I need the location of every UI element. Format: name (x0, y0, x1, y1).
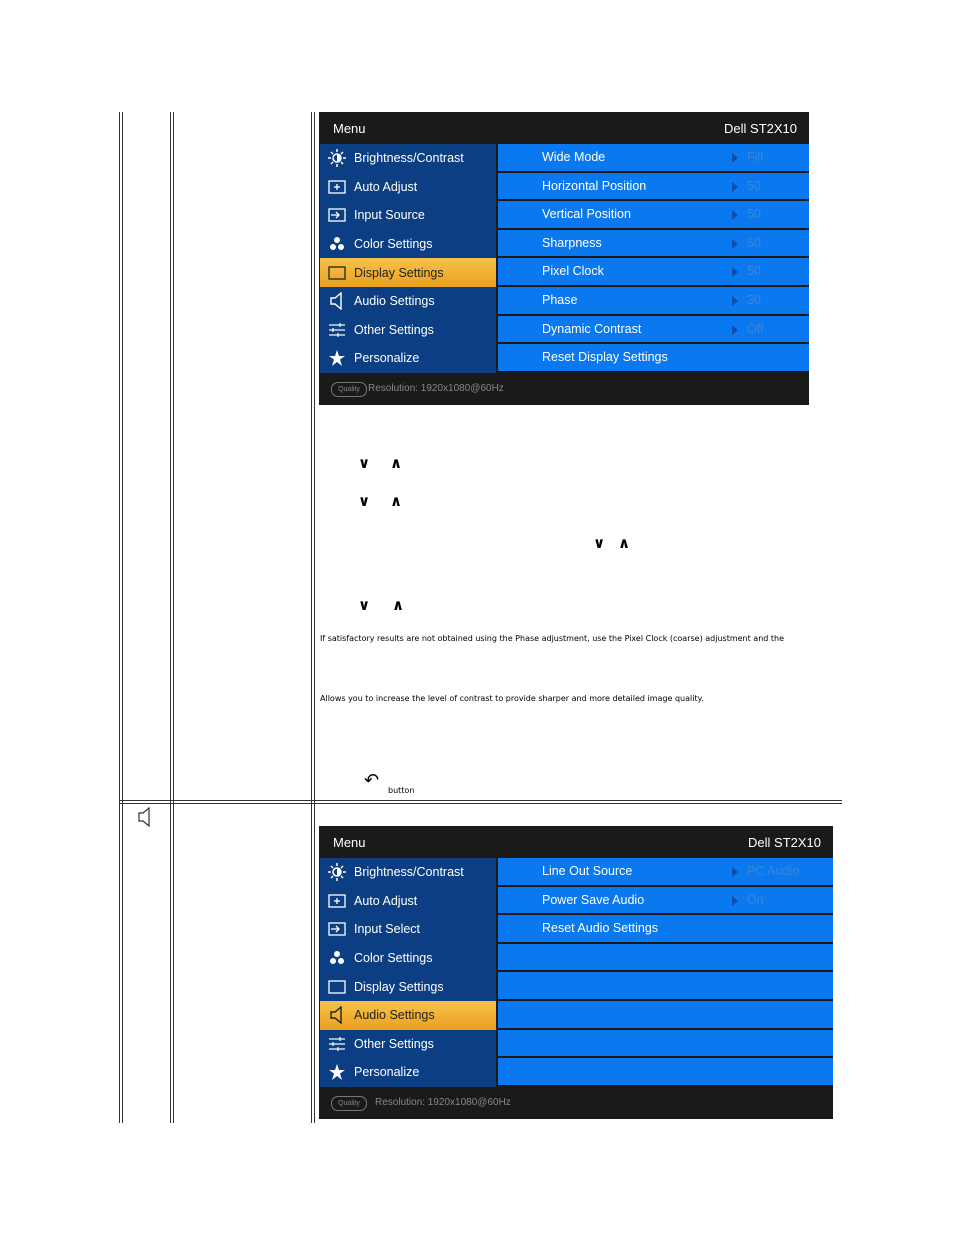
osd-menu-item-audio-settings[interactable] (320, 1001, 496, 1030)
osd-submenu-item-phase[interactable] (498, 287, 809, 316)
osd-submenu-empty-row (498, 972, 833, 1001)
osd-submenu-item-wide-mode[interactable] (498, 144, 809, 173)
up-arrow-icon: ∧ (390, 492, 403, 510)
osd-submenu-item-value: On (747, 892, 764, 907)
osd-submenu-item-value: 50 (747, 264, 761, 279)
osd-menu-title: Menu (333, 835, 366, 850)
osd-menu-item-label: Personalize (354, 1065, 420, 1080)
osd-menu-item-brightness-contrast[interactable] (320, 858, 496, 887)
dynamic-contrast-note: Allows you to increase the level of contrast to provide sharper and more detailed image quality. (320, 694, 704, 703)
osd-submenu-item-sharpness[interactable] (498, 230, 809, 259)
osd-submenu-item-line-out-source[interactable] (498, 858, 833, 887)
osd-submenu-item-label: Line Out Source (542, 864, 633, 878)
auto-adjust-icon (320, 894, 354, 908)
osd-submenu-item-label: Dynamic Contrast (542, 321, 642, 336)
osd-submenu-item-reset-audio-settings[interactable] (498, 915, 833, 944)
other-settings-icon (320, 1037, 354, 1051)
table-border-left-2 (122, 112, 123, 1123)
osd-menu-item-brightness-contrast[interactable] (320, 144, 496, 173)
osd-menu-item-display-settings[interactable] (320, 972, 496, 1001)
input-source-icon (320, 208, 354, 222)
osd-submenu-item-value: 50 (747, 178, 761, 193)
osd-submenu-item-label: Reset Display Settings (542, 350, 668, 365)
osd-display-settings-menu (319, 112, 809, 405)
osd-menu-item-audio-settings[interactable] (320, 287, 496, 316)
back-icon: ↶ (364, 770, 380, 791)
table-border-col2-1 (170, 112, 171, 1123)
osd-menu-title: Menu (333, 121, 366, 136)
osd-header (319, 112, 809, 144)
osd-menu-item-label: Display Settings (354, 979, 444, 994)
osd-submenu-empty-row (498, 1001, 833, 1030)
osd-menu-item-label: Audio Settings (354, 294, 435, 309)
brightness-icon (320, 863, 354, 881)
down-arrow-icon: ∨ (358, 492, 371, 510)
osd-submenu-item-label: Wide Mode (542, 150, 606, 164)
osd-resolution: Resolution: 1920x1080@60Hz (375, 1097, 511, 1108)
osd-model-name: Dell ST2X10 (724, 121, 797, 136)
osd-submenu-empty-row (498, 1058, 833, 1087)
osd-submenu-item-power-save-audio[interactable] (498, 887, 833, 916)
osd-submenu-item-label: Horizontal Position (542, 178, 647, 193)
audio-speaker-icon (137, 807, 155, 827)
chevron-right-icon (732, 296, 738, 306)
table-border-col3-1 (311, 112, 312, 1123)
osd-submenu-item-label: Power Save Audio (542, 892, 645, 907)
down-arrow-icon: ∨ (593, 534, 606, 552)
osd-main-menu (320, 858, 496, 1087)
osd-submenu-item-value: 30 (747, 292, 761, 307)
osd-submenu-item-value: Off (747, 321, 764, 336)
osd-menu-item-label: Display Settings (354, 265, 444, 280)
table-border-col3-2 (314, 112, 315, 1123)
osd-menu-item-label: Color Settings (354, 951, 433, 966)
osd-submenu-item-value: Fill (747, 150, 763, 164)
brightness-icon (320, 149, 354, 167)
osd-submenu-item-label: Pixel Clock (542, 264, 604, 279)
osd-submenu-item-value: 50 (747, 207, 761, 222)
input-select-icon (320, 922, 354, 936)
chevron-right-icon (732, 867, 738, 877)
row-divider-2 (119, 803, 842, 804)
display-settings-icon (320, 266, 354, 280)
audio-settings-icon (320, 292, 354, 310)
osd-menu-item-label: Audio Settings (354, 1008, 435, 1023)
table-border-left-1 (119, 112, 120, 1123)
osd-submenu-item-label: Vertical Position (542, 207, 631, 222)
osd-submenu-item-dynamic-contrast[interactable] (498, 316, 809, 345)
chevron-right-icon (732, 267, 738, 277)
osd-menu-item-auto-adjust[interactable] (320, 887, 496, 916)
osd-model-name: Dell ST2X10 (748, 835, 821, 850)
chevron-right-icon (732, 182, 738, 192)
osd-submenu-empty-row (498, 1030, 833, 1059)
down-arrow-icon: ∨ (358, 454, 371, 472)
osd-submenu-item-pixel-clock[interactable] (498, 258, 809, 287)
osd-menu-item-label: Other Settings (354, 322, 434, 337)
osd-header (319, 826, 833, 858)
osd-submenu-empty-row (498, 944, 833, 973)
osd-menu-item-color-settings[interactable] (320, 230, 496, 259)
osd-menu-item-color-settings[interactable] (320, 944, 496, 973)
osd-menu-item-personalize[interactable] (320, 1058, 496, 1087)
personalize-icon (320, 1064, 354, 1080)
up-arrow-icon: ∧ (618, 534, 631, 552)
osd-menu-item-label: Input Source (354, 208, 425, 223)
color-settings-icon (320, 236, 354, 252)
osd-main-menu (320, 144, 496, 373)
chevron-right-icon (732, 325, 738, 335)
auto-adjust-icon (320, 180, 354, 194)
osd-submenu-item-vertical-position[interactable] (498, 201, 809, 230)
osd-menu-item-label: Auto Adjust (354, 179, 418, 194)
osd-menu-item-other-settings[interactable] (320, 316, 496, 345)
display-settings-icon (320, 980, 354, 994)
osd-resolution: Resolution: 1920x1080@60Hz (368, 383, 504, 394)
quality-logo-icon: Quality (331, 382, 367, 397)
osd-footer (319, 1087, 833, 1119)
osd-menu-item-label: Auto Adjust (354, 893, 418, 908)
osd-submenu-item-value: 50 (747, 235, 761, 250)
osd-footer (319, 373, 809, 405)
osd-submenu-item-reset-display-settings[interactable] (498, 344, 809, 373)
osd-menu-item-label: Brightness/Contrast (354, 151, 464, 166)
osd-menu-item-label: Input Select (354, 922, 421, 937)
button-label: button (388, 786, 415, 795)
osd-menu-item-label: Other Settings (354, 1036, 434, 1051)
chevron-right-icon (732, 896, 738, 906)
osd-submenu-item-label: Reset Audio Settings (542, 921, 659, 936)
osd-menu-item-input-select[interactable] (320, 915, 496, 944)
osd-menu-item-label: Color Settings (354, 237, 433, 252)
osd-submenu (498, 144, 809, 373)
table-border-col2-2 (173, 112, 174, 1123)
osd-menu-item-input-source[interactable] (320, 201, 496, 230)
osd-menu-item-label: Personalize (354, 351, 420, 366)
personalize-icon (320, 350, 354, 366)
osd-audio-settings-menu (319, 826, 833, 1119)
osd-menu-item-personalize[interactable] (320, 344, 496, 373)
osd-submenu-item-value: PC Audio (747, 864, 800, 878)
row-divider-1 (119, 800, 842, 801)
chevron-right-icon (732, 210, 738, 220)
down-arrow-icon: ∨ (358, 596, 371, 614)
osd-submenu-item-label: Sharpness (542, 235, 602, 250)
osd-submenu (498, 858, 833, 1087)
up-arrow-icon: ∧ (392, 596, 405, 614)
osd-menu-item-label: Brightness/Contrast (354, 865, 464, 880)
osd-submenu-item-horizontal-position[interactable] (498, 173, 809, 202)
audio-settings-icon (320, 1006, 354, 1024)
color-settings-icon (320, 950, 354, 966)
phase-note: If satisfactory results are not obtained using the Phase adjustment, use the Pixel Clock (coarse) adjustment and the (320, 634, 785, 643)
other-settings-icon (320, 323, 354, 337)
quality-logo-icon: Quality (331, 1096, 367, 1111)
osd-menu-item-auto-adjust[interactable] (320, 173, 496, 202)
up-arrow-icon: ∧ (390, 454, 403, 472)
chevron-right-icon (732, 153, 738, 163)
osd-menu-item-other-settings[interactable] (320, 1030, 496, 1059)
osd-submenu-item-label: Phase (542, 292, 578, 307)
chevron-right-icon (732, 239, 738, 249)
osd-menu-item-display-settings[interactable] (320, 258, 496, 287)
